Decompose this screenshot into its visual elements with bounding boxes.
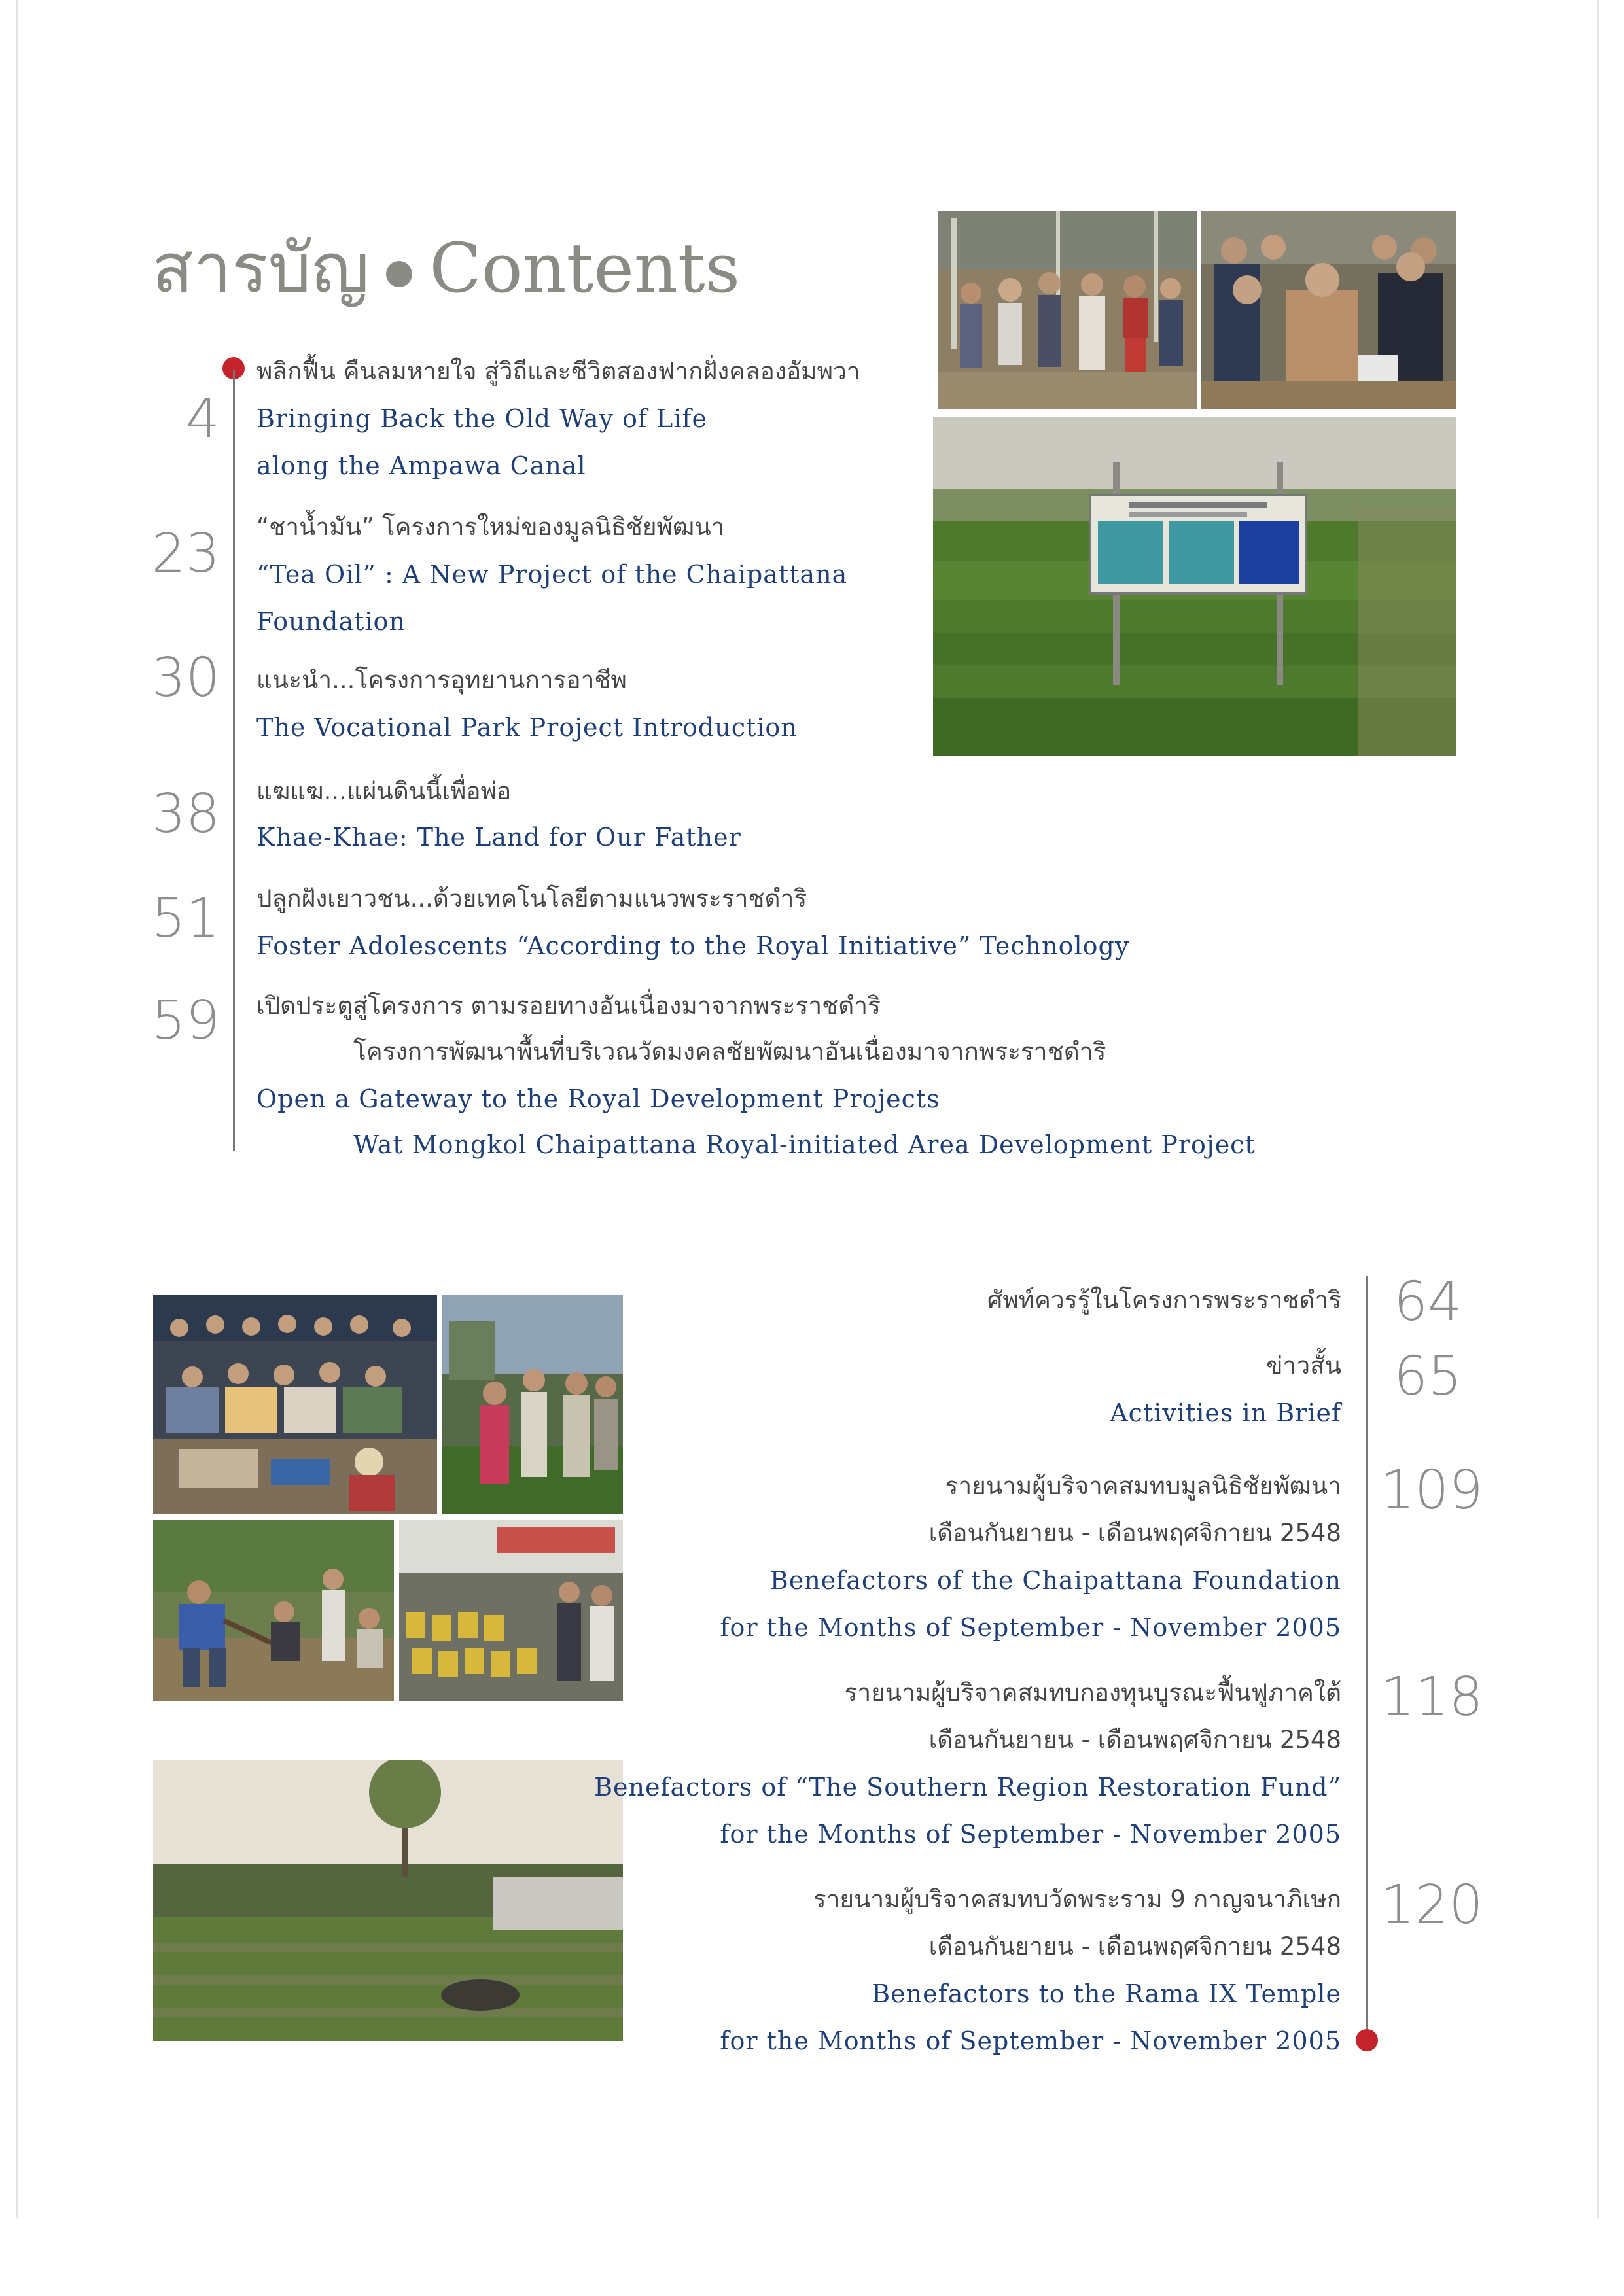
- photo-visit-group: [938, 211, 1197, 409]
- page-number: 109: [1381, 1459, 1483, 1522]
- entry-title-english: along the Ampawa Canal: [256, 451, 586, 480]
- page-number: 38: [151, 783, 220, 845]
- entry-title-english: Benefactors to the Rama IX Temple: [872, 1979, 1341, 2008]
- entry-title-english: Bringing Back the Old Way of Life: [256, 404, 707, 433]
- page-number: 30: [151, 647, 220, 709]
- photo-garden-visit: [442, 1295, 623, 1514]
- entry-title-thai: ศัพท์ควรรู้ในโครงการพระราชดำริ: [987, 1286, 1341, 1314]
- entry-title-thai: ข่าวสั้น: [1266, 1351, 1341, 1380]
- entry-title-english: Activities in Brief: [1110, 1399, 1341, 1427]
- scan-edge-right: [1597, 0, 1599, 2218]
- entry-title-english: The Vocational Park Project Introduction: [256, 713, 798, 742]
- entry-title-english: Benefactors of “The Southern Region Restoration Fund”: [594, 1773, 1341, 1801]
- entry-title-thai: ปลูกฝังเยาวชน...ด้วยเทคโนโลยีตามแนวพระราชดำริ: [256, 884, 807, 913]
- entry-title-thai: เปิดประตูสู่โครงการ ตามรอยทางอันเนื่องมาจากพระราชดำริ: [256, 992, 881, 1020]
- entry-title-thai: รายนามผู้บริจาคสมทบมูลนิธิชัยพัฒนา: [945, 1472, 1341, 1500]
- entry-title-thai: แนะนำ...โครงการอุทยานการอาชีพ: [256, 666, 627, 694]
- photo-students-yellow: [399, 1520, 623, 1701]
- photo-ceremony: [1201, 211, 1456, 409]
- title-english: Contents: [429, 228, 741, 308]
- page-number: 118: [1381, 1666, 1483, 1728]
- divider-line-bottom: [1366, 1276, 1368, 2041]
- page-number: 65: [1394, 1346, 1462, 1408]
- entry-title-english: Benefactors of the Chaipattana Foundation: [769, 1566, 1341, 1595]
- title-bullet: [386, 261, 412, 287]
- page-number: 51: [151, 888, 220, 950]
- entry-title-thai: เดือนกันยายน - เดือนพฤศจิกายน 2548: [928, 1519, 1341, 1547]
- entry-title-english: Open a Gateway to the Royal Development Projects: [256, 1085, 940, 1113]
- page-number: 64: [1394, 1271, 1462, 1333]
- entry-title-thai: รายนามผู้บริจาคสมทบวัดพระราม 9 กาญจนาภิเษก: [813, 1885, 1341, 1913]
- page-number: 59: [151, 990, 220, 1052]
- entry-title-english: Wat Mongkol Chaipattana Royal-initiated Area Development Project: [353, 1130, 1256, 1159]
- page-number: 23: [151, 523, 220, 585]
- entry-title-thai: พลิกฟื้น คืนลมหายใจ สู่วิถีและชีวิตสองฟากฝั่งคลองอัมพวา: [256, 357, 860, 385]
- divider-line-top: [233, 370, 235, 1151]
- entry-title-thai: รายนามผู้บริจาคสมทบกองทุนบูรณะฟื้นฟูภาคใต้: [844, 1679, 1341, 1707]
- entry-title-english: for the Months of September - November 2005: [720, 1613, 1341, 1642]
- entry-title-english: for the Months of September - November 2005: [720, 1820, 1341, 1849]
- entry-title-english: Foundation: [256, 607, 406, 636]
- entry-title-thai: เดือนกันยายน - เดือนพฤศจิกายน 2548: [928, 1726, 1341, 1754]
- entry-title-english: “Tea Oil” : A New Project of the Chaipattana: [256, 560, 848, 589]
- scan-edge-left: [16, 0, 18, 2218]
- photo-crowd-seated: [153, 1295, 437, 1514]
- entry-title-thai: เดือนกันยายน - เดือนพฤศจิกายน 2548: [928, 1932, 1341, 1960]
- title-thai: สารบัญ: [152, 228, 370, 308]
- page-title: [152, 219, 740, 317]
- entry-title-thai: โครงการพัฒนาพื้นที่บริเวณวัดมงคลชัยพัฒนาอันเนื่องมาจากพระราชดำริ: [353, 1037, 1106, 1066]
- photo-digging: [153, 1520, 394, 1701]
- entry-title-thai: “ชาน้ำมัน” โครงการใหม่ของมูลนิธิชัยพัฒนา: [256, 513, 725, 541]
- section-marker-bottom: [1356, 2029, 1378, 2051]
- photo-field-signboard: [933, 417, 1456, 756]
- entry-title-english: Khae-Khae: The Land for Our Father: [256, 823, 741, 852]
- page-number: 4: [185, 388, 220, 450]
- photo-plantation: [153, 1760, 623, 2041]
- page-number: 120: [1381, 1874, 1483, 1936]
- entry-title-thai: แฆแฆ...แผ่นดินนี้เพื่อพ่อ: [256, 777, 512, 805]
- entry-title-english: Foster Adolescents “According to the Royal Initiative” Technology: [256, 931, 1130, 960]
- entry-title-english: for the Months of September - November 2005: [720, 2026, 1341, 2055]
